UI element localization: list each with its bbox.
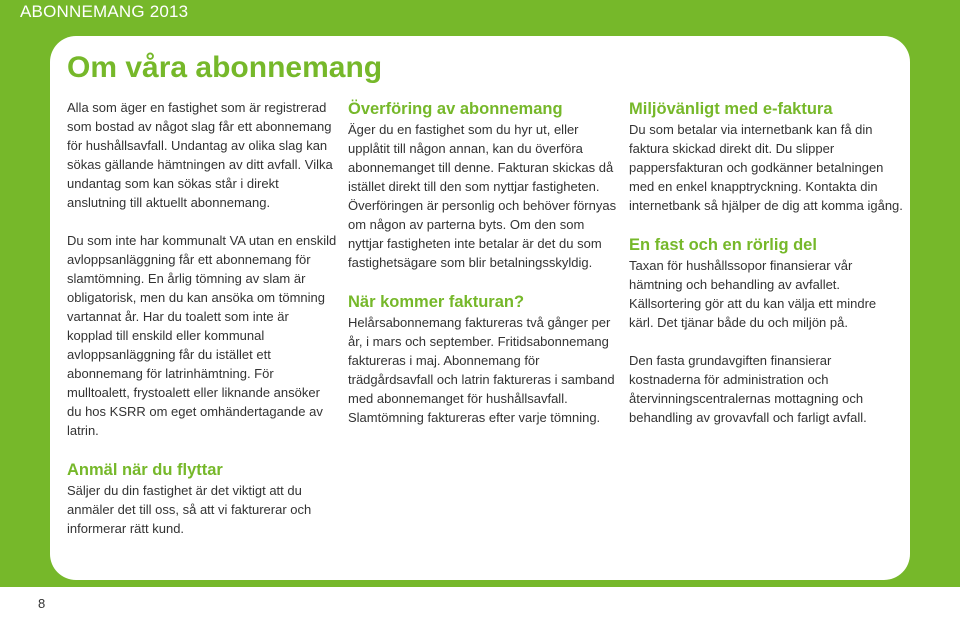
fee-variable-paragraph: Taxan för hushållssopor finansierar vår hämtning och behandling av avfallet. Källsortering gör att du kan välja ett mindre kärl. Det tjänar både du och miljön på.	[629, 258, 877, 330]
slamtomning-paragraph: Du som inte har kommunalt VA utan en enskild avloppsanläggning får ett abonnemang för slamtömning. En årlig tömning av slam är obligatorisk, men du kan ansöka om tömning vartannat år. Har du toalett som inte är kopplad till enskild eller kommunal avloppsanläggning får du istället ett abonnemang för latrinhämtning. För mulltoalett, frystoalett eller liknande ansöker du hos KSRR om eget omhändertagande av latrin.	[67, 233, 337, 438]
invoice-timing-paragraph: Helårsabonnemang faktureras två gånger per år, i mars och september. Fritidsabonnemang faktureras i maj. Abonnemang för trädgårdsavfall och latrin faktureras i samband med abonnemanget för hushållsavfall. Slamtömning faktureras efter varje tömning.	[348, 315, 615, 425]
column-2	[348, 98, 618, 427]
intro-paragraph: Alla som äger en fastighet som är registrerad som bostad av något slag får ett abonnemang för hushållsavfall. Undantag av olika slag kan sökas gällande hämtningen av ditt avfall. Vilka undantag som kan sökas står i direkt anslutning till aktuellt abonnemang.	[67, 100, 333, 210]
column-3	[629, 98, 904, 427]
fee-parts-heading: En fast och en rörlig del	[629, 236, 817, 254]
efaktura-paragraph: Du som betalar via internetbank kan få din faktura skickad direkt dit. Du slipper pappersfakturan och godkänner betalningen med en enkel knapptryckning. Kontakta din internetbank så hjälper de dig att komma igång.	[629, 122, 903, 213]
page-number: 8	[38, 596, 46, 611]
moving-paragraph: Säljer du din fastighet är det viktigt att du anmäler det till oss, så att vi fakturerar och informerar rätt kund.	[67, 483, 312, 536]
efaktura-heading: Miljövänligt med e-faktura	[629, 100, 833, 118]
page-title: Om våra abonnemang	[67, 51, 383, 84]
header-title: ABONNEMANG 2013	[20, 2, 189, 21]
header-band	[0, 0, 960, 30]
moving-heading: Anmäl när du flyttar	[67, 461, 223, 479]
invoice-timing-heading: När kommer fakturan?	[348, 293, 525, 311]
column-1	[67, 98, 337, 538]
footer-strip	[0, 587, 960, 643]
transfer-paragraph: Äger du en fastighet som du hyr ut, eller upplåtit till någon annan, kan du överföra abonnemanget till denne. Fakturan skickas då istället direkt till den som nyttjar fastigheten. Överföringen är personlig och behöver förnyas om någon av parterna byts. Om den som nyttjar fastigheten inte betalar är det du som fastighetsägare som blir betalningsskyldig.	[348, 122, 617, 270]
transfer-heading: Överföring av abonnemang	[348, 100, 563, 118]
fee-fixed-paragraph: Den fasta grundavgiften finansierar kostnaderna för administration och återvinningscentralernas mottagning och behandling av grovavfall och farligt avfall.	[629, 353, 867, 425]
